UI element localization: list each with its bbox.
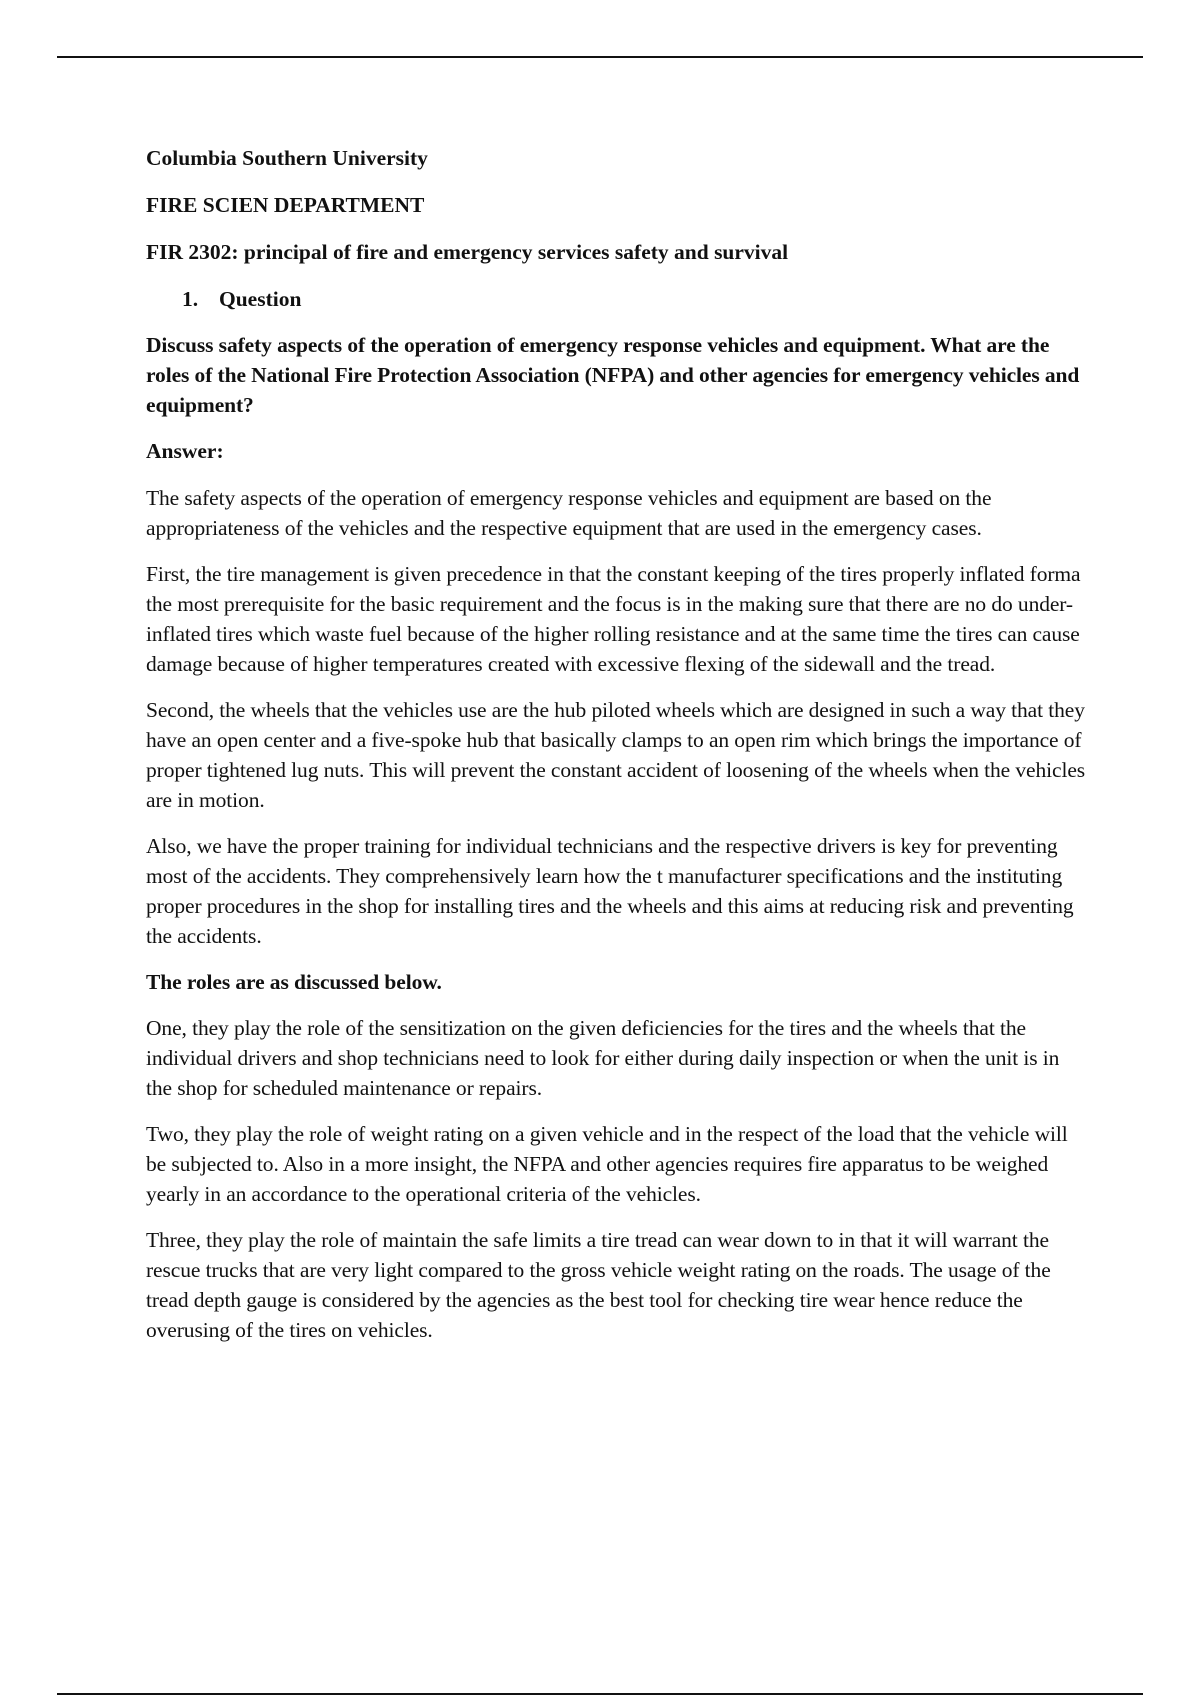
- question-list-item: [182, 284, 1090, 314]
- role-paragraph: One, they play the role of the sensitization on the given deficiencies for the tires and the wheels that the individual drivers and shop technicians need to look for either during daily inspection or when the unit is in the shop for scheduled maintenance or repairs.: [146, 1016, 1060, 1100]
- roles-heading: The roles are as discussed below.: [146, 970, 442, 994]
- answer-paragraph: Second, the wheels that the vehicles use are the hub piloted wheels which are designed in such a way that they have an open center and a five-spoke hub that basically clamps to an open rim which brings the importance of proper tightened lug nuts. This will prevent the constant accident of loosening of the wheels when the vehicles are in motion.: [146, 698, 1086, 812]
- footer-rule: [57, 1693, 1143, 1695]
- university-name: Columbia Southern University: [146, 146, 428, 170]
- answer-label: Answer:: [146, 439, 224, 463]
- question-label: Question: [219, 287, 302, 311]
- document-body: [146, 143, 1090, 1361]
- answer-paragraph: Also, we have the proper training for individual technicians and the respective drivers is key for preventing most of the accidents. They comprehensively learn how the t manufacturer specifications and the instituting proper procedures in the shop for installing tires and the wheels and this aims at reducing risk and preventing the accidents.: [146, 834, 1074, 948]
- question-text: Discuss safety aspects of the operation of emergency response vehicles and equipment. What are the roles of the National Fire Protection Association (NFPA) and other agencies for emergency vehicles and equipment?: [146, 333, 1080, 417]
- answer-paragraph: The safety aspects of the operation of emergency response vehicles and equipment are based on the appropriateness of the vehicles and the respective equipment that are used in the emergency cases.: [146, 486, 992, 540]
- role-paragraph: Two, they play the role of weight rating on a given vehicle and in the respect of the load that the vehicle will be subjected to. Also in a more insight, the NFPA and other agencies requires fire apparatus to be weighed yearly in an accordance to the operational criteria of the vehicles.: [146, 1122, 1068, 1206]
- header-rule: [57, 56, 1143, 58]
- question-number: 1.: [182, 287, 199, 311]
- department-name: FIRE SCIEN DEPARTMENT: [146, 193, 425, 217]
- role-paragraph: Three, they play the role of maintain the safe limits a tire tread can wear down to in that it will warrant the rescue trucks that are very light compared to the gross vehicle weight rating on the roads. The usage of the tread depth gauge is considered by the agencies as the best tool for checking tire wear hence reduce the overusing of the tires on vehicles.: [146, 1228, 1051, 1342]
- course-title: FIR 2302: principal of fire and emergency services safety and survival: [146, 240, 789, 264]
- answer-paragraph: First, the tire management is given precedence in that the constant keeping of the tires properly inflated forma the most prerequisite for the basic requirement and the focus is in the making sure that there are no do under-inflated tires which waste fuel because of the higher rolling resistance and at the same time the tires can cause damage because of higher temperatures created with excessive flexing of the sidewall and the tread.: [146, 562, 1081, 676]
